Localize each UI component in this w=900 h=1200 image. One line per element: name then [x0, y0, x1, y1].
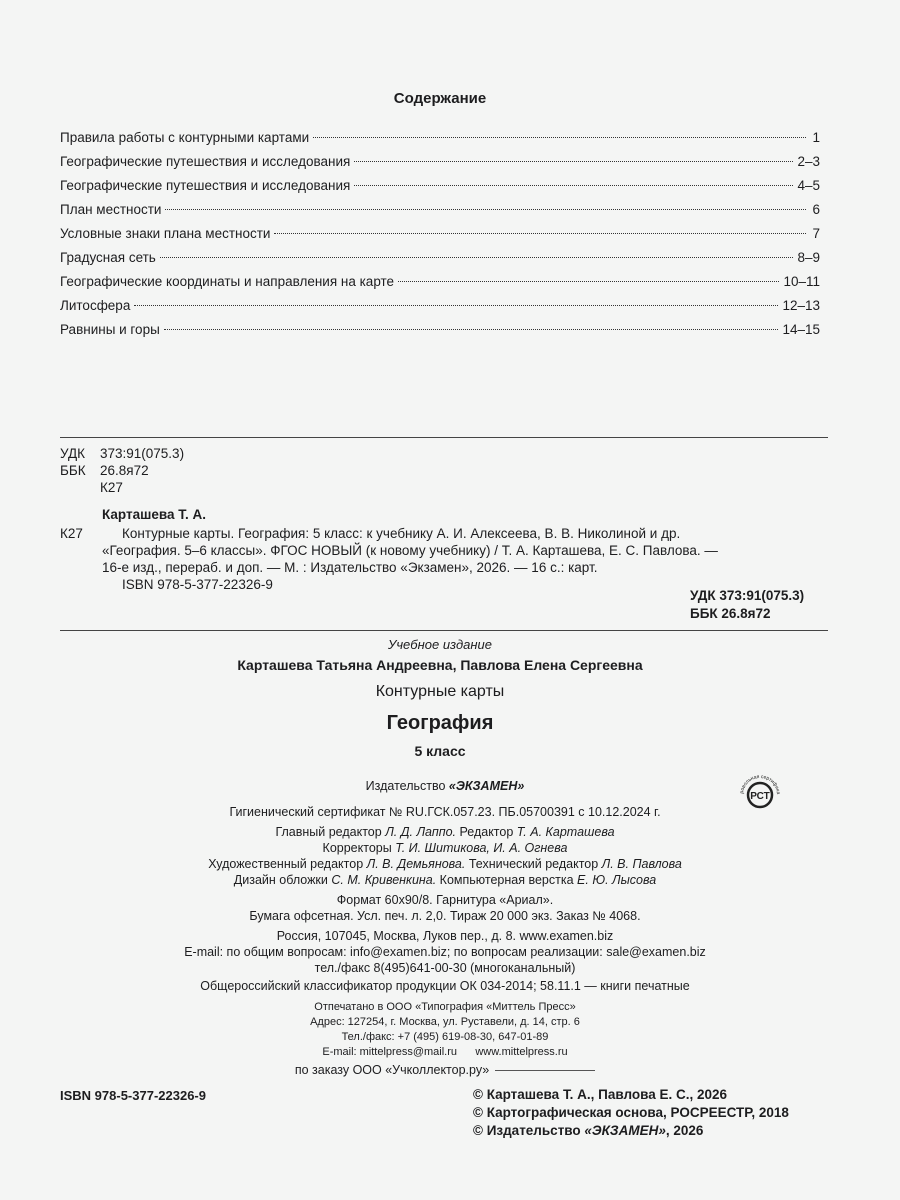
description-line-1: Контурные карты. География: 5 класс: к учебнику А. И. Алексеева, В. В. Николиной и др.	[122, 526, 681, 541]
layout-label: Компьютерная верстка	[436, 873, 578, 887]
bbk-value: 26.8я72	[100, 463, 149, 478]
toc-row	[60, 274, 820, 298]
correctors-line	[0, 840, 890, 856]
copyright-publisher-suffix: , 2026	[665, 1123, 704, 1138]
toc-page-number: 2–3	[797, 154, 820, 169]
toc-page-number: 6	[812, 202, 820, 217]
editor-label: Редактор	[456, 825, 517, 839]
author-name: Карташева Т. А.	[102, 507, 206, 522]
chief-editor-label: Главный редактор	[275, 825, 386, 839]
bibliographic-record	[60, 445, 830, 593]
copyright-publisher	[473, 1122, 789, 1140]
udk-label: УДК	[60, 446, 85, 461]
author-mark: К27	[100, 480, 123, 495]
grade: 5 класс	[414, 743, 466, 759]
toc-leader-dots	[164, 329, 779, 330]
printer-address: Адрес: 127254, г. Москва, ул. Руставели, д. 14, стр. 6	[310, 1016, 580, 1028]
art-editor-label: Художественный редактор	[208, 857, 367, 871]
editor: Т. А. Карташева	[516, 825, 615, 839]
design-line	[0, 872, 890, 888]
toc-row	[60, 178, 820, 202]
printer-phone: Тел./факс: +7 (495) 619-08-30, 647-01-89	[341, 1031, 549, 1043]
correctors-label: Корректоры	[322, 841, 396, 855]
subject-title: География	[386, 712, 494, 734]
copyright-block	[473, 1086, 789, 1140]
tech-editor: Л. В. Павлова	[601, 857, 682, 871]
toc-label: План местности	[60, 202, 162, 217]
cover-label: Дизайн обложки	[233, 873, 332, 887]
layout-designer: Е. Ю. Лысова	[577, 873, 657, 887]
copyright-authors: © Карташева Т. А., Павлова Е. С., 2026	[473, 1087, 728, 1102]
toc-leader-dots	[313, 137, 806, 138]
author-mark-key: К27	[60, 526, 83, 541]
tech-editor-label: Технический редактор	[465, 857, 602, 871]
toc-row	[60, 322, 820, 346]
toc-row	[60, 154, 820, 178]
toc-label: Градусная сеть	[60, 250, 156, 265]
toc-label: Географические путешествия и исследования	[60, 154, 351, 169]
chief-editor: Л. Д. Лаппо.	[385, 825, 457, 839]
toc-page-number: 4–5	[797, 178, 820, 193]
cover-designer: С. М. Кривенкина.	[331, 873, 437, 887]
classifier-line: Общероссийский классификатор продукции ОК 034-2014; 58.11.1 — книги печатные	[200, 979, 690, 993]
book-title: Контурные карты	[375, 683, 505, 700]
toc-page-number: 7	[812, 226, 820, 241]
toc-row	[60, 226, 820, 250]
copyright-cartography: © Картографическая основа, РОСРЕЕСТР, 2018	[473, 1105, 789, 1120]
correctors: Т. И. Шитикова, И. А. Огнева	[395, 841, 568, 855]
toc-leader-dots	[354, 185, 793, 186]
toc-page-number: 10–11	[783, 274, 820, 289]
art-editor-line	[0, 856, 890, 872]
logo-text: ровольная сертифика	[739, 773, 782, 795]
order-blank	[495, 1070, 595, 1071]
edition-type: Учебное издание	[388, 637, 492, 652]
toc-leader-dots	[134, 305, 778, 306]
art-editor: Л. В. Демьянова.	[366, 857, 466, 871]
toc-page-number: 8–9	[797, 250, 820, 265]
toc-leader-dots	[398, 281, 779, 282]
toc-label: Равнины и горы	[60, 322, 160, 337]
divider-middle	[60, 630, 828, 631]
toc-leader-dots	[165, 209, 806, 210]
publisher-address: Россия, 107045, Москва, Луков пер., д. 8. www.examen.biz	[276, 929, 614, 943]
description-line-3: 16-е изд., перераб. и доп. — М. : Издательство «Экзамен», 2026. — 16 с.: карт.	[102, 560, 598, 575]
footer-isbn: ISBN 978-5-377-22326-9	[60, 1088, 206, 1103]
publisher-name: «ЭКЗАМЕН»	[448, 779, 525, 793]
printer-email: E-mail: mittelpress@mail.ru www.mittelpress.ru	[322, 1046, 568, 1058]
editors-line	[0, 824, 890, 840]
toc-label: Условные знаки плана местности	[60, 226, 271, 241]
toc-page-number: 14–15	[782, 322, 820, 337]
description-line-2: «География. 5–6 классы». ФГОС НОВЫЙ (к новому учебнику) / Т. А. Карташева, Е. С. Павлова. —	[102, 543, 718, 558]
authors-full: Карташева Татьяна Андреевна, Павлова Елена Сергеевна	[237, 657, 643, 673]
udk-value: 373:91(075.3)	[100, 446, 185, 461]
logo-mark: РСТ	[750, 791, 770, 802]
udk-right: УДК 373:91(075.3)	[690, 588, 805, 603]
publisher-emails: E-mail: по общим вопросам: info@examen.biz; по вопросам реализации: sale@examen.biz	[184, 945, 706, 959]
order-text: по заказу ООО «Учколлектор.ру»	[294, 1063, 490, 1077]
order-line	[0, 1062, 890, 1078]
toc-row	[60, 202, 820, 226]
toc-row	[60, 250, 820, 274]
toc-label: Географические координаты и направления на карте	[60, 274, 395, 289]
publisher-line	[0, 778, 890, 794]
bbk-right: ББК 26.8я72	[690, 606, 771, 621]
toc-label: Географические путешествия и исследования	[60, 178, 351, 193]
toc-row	[60, 298, 820, 322]
copyright-publisher-prefix: © Издательство	[473, 1123, 585, 1138]
udk-bbk-right	[690, 587, 804, 623]
isbn-line: ISBN 978-5-377-22326-9	[122, 577, 273, 592]
toc-page-number: 12–13	[782, 298, 820, 313]
hygiene-certificate: Гигиенический сертификат № RU.ГСК.057.23. ПБ.05700391 с 10.12.2024 г.	[229, 805, 661, 819]
toc-label: Литосфера	[60, 298, 131, 313]
format-line: Формат 60x90/8. Гарнитура «Ариал».	[336, 893, 554, 907]
toc-row	[60, 130, 820, 154]
printer-line: Отпечатано в ООО «Типография «Миттель Пресс»	[314, 1001, 576, 1013]
toc-label: Правила работы с контурными картами	[60, 130, 310, 145]
bbk-label: ББК	[60, 463, 86, 478]
publisher-phone: тел./факс 8(495)641-00-30 (многоканальный)	[314, 961, 576, 975]
copyright-publisher-name: «ЭКЗАМЕН»	[584, 1123, 666, 1138]
toc-page-number: 1	[812, 130, 820, 145]
contents-list	[60, 130, 820, 346]
contents-title: Содержание	[393, 90, 487, 107]
toc-leader-dots	[160, 257, 794, 258]
toc-leader-dots	[274, 233, 806, 234]
toc-leader-dots	[354, 161, 793, 162]
divider-top	[60, 437, 828, 438]
paper-line: Бумага офсетная. Усл. печ. л. 2,0. Тираж 20 000 экз. Заказ № 4068.	[249, 909, 641, 923]
publisher-prefix: Издательство	[365, 779, 449, 793]
